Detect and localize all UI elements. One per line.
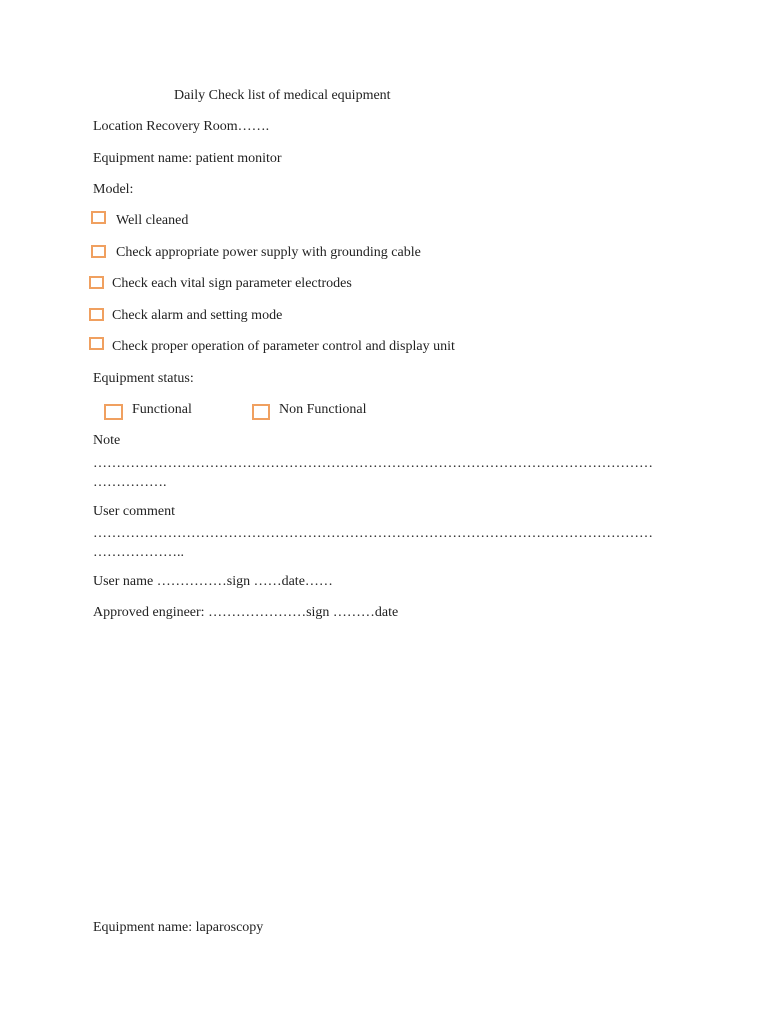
checkbox-vital-sign-electrodes[interactable]: [89, 276, 104, 289]
checkbox-parameter-control[interactable]: [89, 337, 104, 350]
status-option-label: Non Functional: [279, 402, 367, 417]
checkbox-functional[interactable]: [104, 404, 123, 420]
note-heading: Note: [93, 433, 121, 448]
comment-dotted-line[interactable]: …………………………………………………………………………………………………………: [93, 527, 653, 541]
checklist-item-label: Well cleaned: [116, 213, 189, 228]
user-name-sign-date-line: User name ……………sign ……date……: [93, 574, 333, 589]
checkbox-non-functional[interactable]: [252, 404, 270, 420]
checklist-item-label: Check proper operation of parameter control and display unit: [112, 339, 455, 354]
approved-engineer-line: Approved engineer: …………………sign ………date: [93, 605, 399, 620]
checklist-item-label: Check each vital sign parameter electrodes: [112, 276, 352, 291]
page-title: Daily Check list of medical equipment: [174, 88, 391, 103]
equipment-status-heading: Equipment status:: [93, 371, 194, 386]
checkbox-well-cleaned[interactable]: [91, 211, 106, 224]
comment-dotted-line[interactable]: ………………..: [93, 546, 184, 560]
location-line: Location Recovery Room…….: [93, 119, 270, 134]
checklist-item-label: Check alarm and setting mode: [112, 308, 283, 323]
note-dotted-line[interactable]: …………………………………………………………………………………………………………: [93, 457, 653, 471]
checklist-item-label: Check appropriate power supply with grounding cable: [116, 245, 421, 260]
equipment-name-line: Equipment name: patient monitor: [93, 151, 282, 166]
second-equipment-name-line: Equipment name: laparoscopy: [93, 920, 264, 935]
note-dotted-line[interactable]: …………….: [93, 476, 167, 490]
checkbox-alarm-setting[interactable]: [89, 308, 104, 321]
status-option-label: Functional: [132, 402, 192, 417]
user-comment-heading: User comment: [93, 504, 176, 519]
model-line: Model:: [93, 182, 134, 197]
checkbox-power-supply[interactable]: [91, 245, 106, 258]
